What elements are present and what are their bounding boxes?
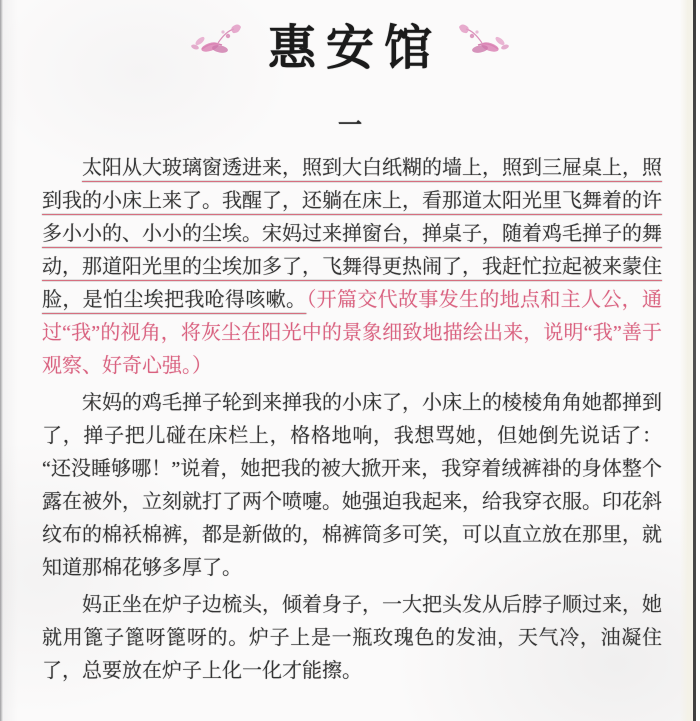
paragraph: 宋妈的鸡毛掸子轮到来掸我的小床了，小床上的棱棱角角她都掸到了，掸子把儿碰在床栏上，格格地响，我想骂她，但她倒先说话了：“还没睡够哪！”说着，她把我的被大掀开来，我穿着绒裤褂的身体整个露在被外，立刻就打了两个喷嚏。她强迫我起来，给我穿衣服。印花斜纹布的棉袄棉裤，都是新做的，棉裤筒多可笑，可以直立放在那里，就知道那棉花够多厚了。 (42, 392, 662, 579)
page-edge-white (696, 0, 700, 721)
paragraph (42, 152, 662, 383)
floral-ornament-left-icon (188, 19, 250, 68)
body-text (42, 152, 662, 688)
page-edge-cream (680, 0, 693, 721)
paragraph: 妈正坐在炉子边梳头，倾着身子，一大把头发从后脖子顺过来，她就用篦子篦呀篦呀的。炉子上是一瓶玫瑰色的发油，天气冷，油凝住了，总要放在炉子上化一化才能擦。 (42, 594, 662, 682)
page-title: 惠安馆 (267, 21, 442, 75)
chapter-header (0, 0, 700, 76)
narrative-underlined-text: 太阳从大玻璃窗透进来，照到大白纸糊的墙上，照到三屉桌上，照到我的小床上来了。我醒了，还躺在床上，看那道太阳光里飞舞着的许多小小的、小小的尘埃。宋妈过来掸窗台，掸桌子，随着鸡毛掸子的舞动，那道阳光里的尘埃加多了，飞舞得更热闹了，我赶忙拉起被来蒙住脸，是怕尘埃把我呛得咳嗽。 (42, 157, 662, 311)
teacher-annotation-text: （开篇交代故事发生的地点和主人公，通过“我”的视角，将灰尘在阳光中的景象细致地描绘出来，说明“我”善于观察、好奇心强。） (42, 289, 663, 377)
floral-ornament-right-icon (450, 19, 512, 68)
section-number: 一 (338, 112, 362, 139)
page-edge-left-shadow (0, 0, 3, 721)
